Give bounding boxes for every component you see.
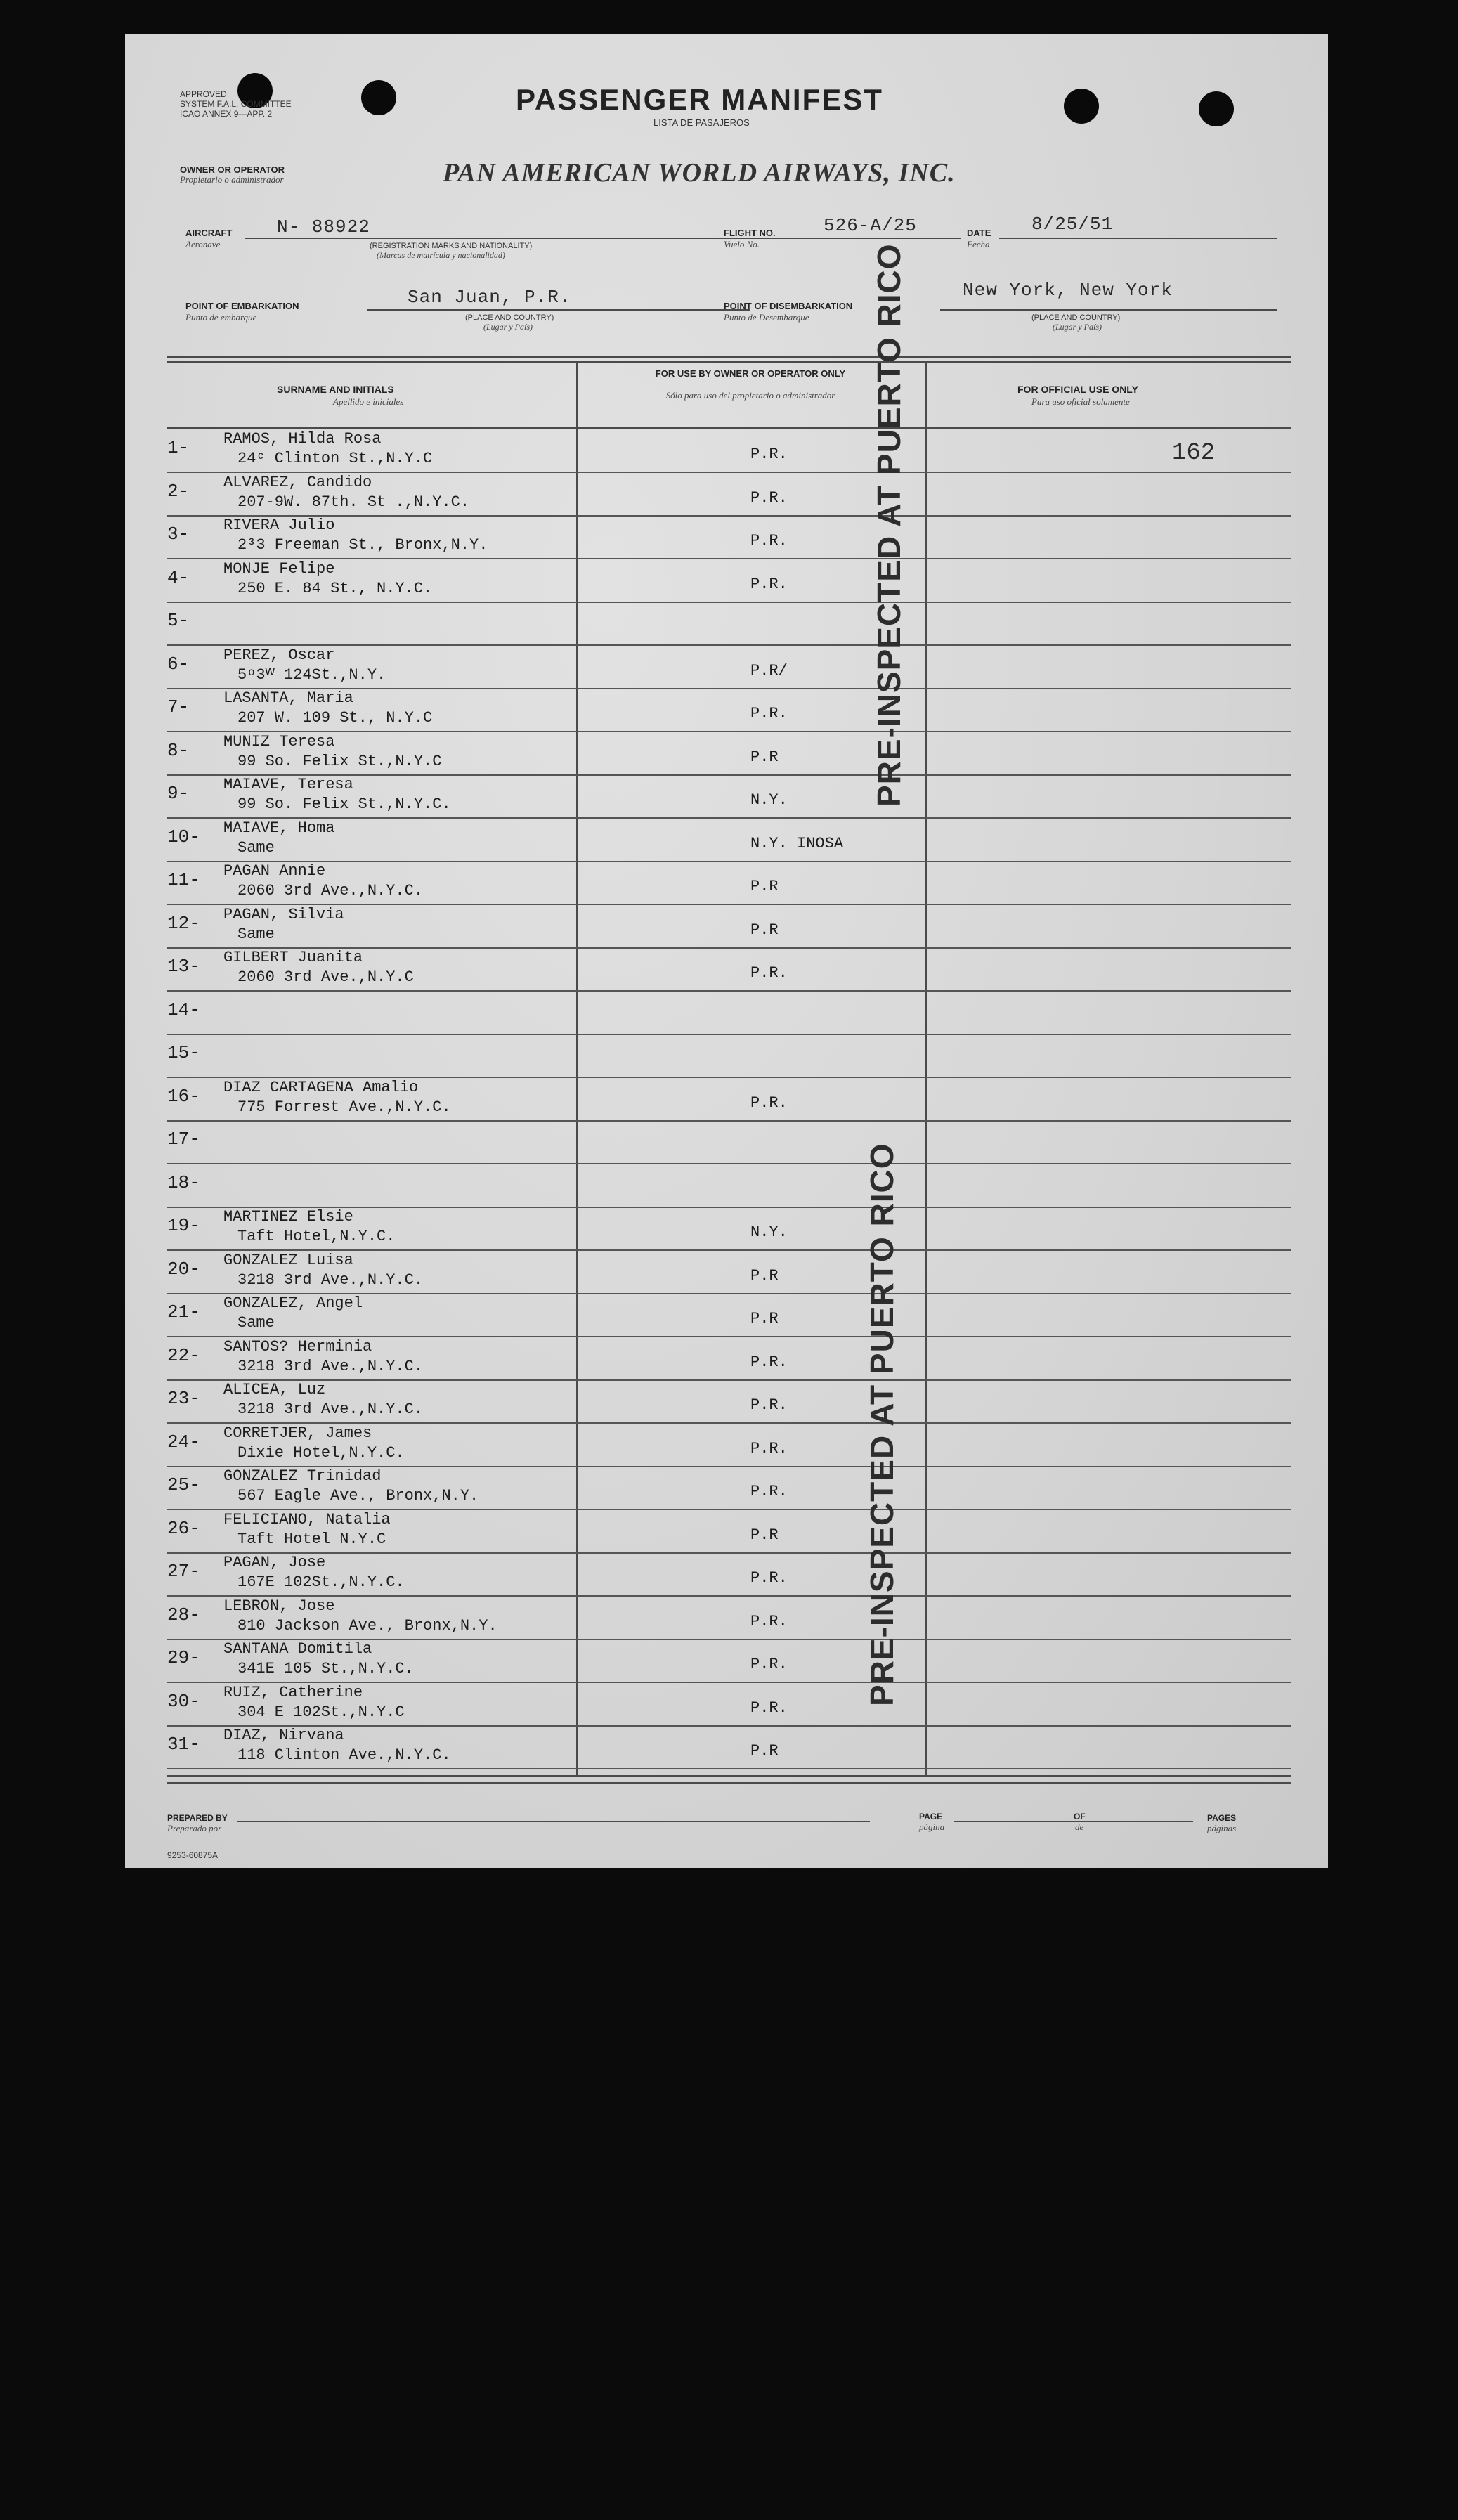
row-number: 27- bbox=[167, 1561, 200, 1582]
table-row bbox=[167, 688, 1291, 732]
row-number: 11- bbox=[167, 869, 200, 890]
passenger-name: PAGAN, Silvia bbox=[223, 905, 344, 923]
owner-use-entry: P.R. bbox=[750, 1699, 788, 1717]
owner-use-entry: P.R. bbox=[750, 1483, 788, 1500]
owner-use-entry: P.R. bbox=[750, 705, 788, 722]
passenger-name: SANTOS? Herminia bbox=[223, 1337, 372, 1356]
date-label: DATE bbox=[967, 228, 991, 238]
passenger-address: 2³3 Freeman St., Bronx,N.Y. bbox=[237, 536, 488, 554]
owner-use-entry: P.R. bbox=[750, 1093, 788, 1112]
passenger-address: 99 So. Felix St.,N.Y.C. bbox=[237, 795, 451, 813]
table-row bbox=[167, 1293, 1291, 1337]
passenger-address: 250 E. 84 St., N.Y.C. bbox=[237, 579, 433, 597]
owner-use-entry: P.R bbox=[750, 1266, 779, 1285]
punch-hole bbox=[1064, 89, 1099, 124]
page-subtitle: LISTA DE PASAJEROS bbox=[653, 117, 750, 128]
passenger-name: GONZALEZ Trinidad bbox=[223, 1467, 382, 1485]
passenger-name: MAIAVE, Homa bbox=[223, 819, 335, 837]
punch-hole bbox=[361, 80, 396, 115]
disembark-label: POINT OF DISEMBARKATION bbox=[724, 301, 853, 311]
table-row bbox=[167, 1077, 1291, 1122]
passenger-address: 304 E 102St.,N.Y.C bbox=[237, 1703, 405, 1721]
table-row bbox=[167, 1423, 1291, 1467]
row-number: 31- bbox=[167, 1734, 200, 1755]
owner-use-entry: P.R. bbox=[750, 1396, 788, 1414]
date-value: 8/25/51 bbox=[1031, 214, 1114, 235]
passenger-address: 2060 3rd Ave.,N.Y.C. bbox=[237, 882, 424, 899]
official-column-header: FOR OFFICIAL USE ONLY bbox=[1017, 384, 1138, 395]
owner-use-entry: P.R. bbox=[750, 1656, 788, 1673]
passenger-name: MUNIZ Teresa bbox=[223, 732, 335, 751]
date-label-es: Fecha bbox=[967, 239, 990, 249]
row-number: 24- bbox=[167, 1431, 200, 1453]
row-number: 17- bbox=[167, 1129, 200, 1150]
owner-column-header: FOR USE BY OWNER OR OPERATOR ONLY bbox=[655, 368, 846, 379]
row-number: 29- bbox=[167, 1647, 200, 1668]
field-underline bbox=[940, 309, 1277, 311]
prepared-label: PREPARED BY bbox=[167, 1813, 228, 1823]
registration-note-es: (Marcas de matrícula y nacionalidad) bbox=[377, 250, 505, 260]
row-number: 18- bbox=[167, 1171, 200, 1193]
approval-line: APPROVED bbox=[180, 89, 227, 99]
field-underline bbox=[237, 1821, 870, 1822]
owner-use-entry: P.R bbox=[750, 1526, 779, 1544]
prepared-label-es: Preparado por bbox=[167, 1823, 222, 1833]
owner-use-entry: N.Y. bbox=[750, 1223, 788, 1241]
field-underline bbox=[793, 238, 961, 239]
row-number: 8- bbox=[167, 739, 190, 761]
passenger-name: SANTANA Domitila bbox=[223, 1640, 372, 1658]
table-row bbox=[167, 1552, 1291, 1597]
passenger-address: Taft Hotel N.Y.C bbox=[237, 1530, 386, 1548]
table-row bbox=[167, 602, 1291, 646]
passenger-address: Same bbox=[237, 925, 275, 943]
table-row bbox=[167, 1034, 1291, 1078]
approval-line: ICAO ANNEX 9—APP. 2 bbox=[180, 109, 273, 119]
owner-use-entry: P.R bbox=[750, 1742, 779, 1760]
passenger-name: FELICIANO, Natalia bbox=[223, 1510, 391, 1528]
table-row bbox=[167, 1509, 1291, 1554]
table-row bbox=[167, 429, 1291, 473]
passenger-name: MAIAVE, Teresa bbox=[223, 776, 353, 793]
passenger-name: RUIZ, Catherine bbox=[223, 1683, 363, 1701]
table-row bbox=[167, 515, 1291, 559]
passenger-address: 3218 3rd Ave.,N.Y.C. bbox=[237, 1357, 424, 1375]
row-number: 25- bbox=[167, 1474, 200, 1495]
place-note-es: (Lugar y País) bbox=[1053, 322, 1102, 332]
passenger-address: 341E 105 St.,N.Y.C. bbox=[237, 1660, 414, 1677]
aircraft-label-es: Aeronave bbox=[185, 239, 221, 249]
pages-label-es: páginas bbox=[1207, 1823, 1237, 1833]
row-number: 7- bbox=[167, 696, 190, 717]
table-row bbox=[167, 1466, 1291, 1510]
table-bottom-rule bbox=[167, 1775, 1291, 1777]
table-row bbox=[167, 1164, 1291, 1208]
passenger-name: LEBRON, Jose bbox=[223, 1597, 335, 1615]
passenger-address: 207 W. 109 St., N.Y.C bbox=[237, 709, 433, 727]
passenger-address: 775 Forrest Ave.,N.Y.C. bbox=[237, 1098, 451, 1116]
passenger-address: 118 Clinton Ave.,N.Y.C. bbox=[237, 1746, 451, 1764]
owner-use-entry: P.R. bbox=[750, 488, 788, 507]
passenger-address: 99 So. Felix St.,N.Y.C bbox=[237, 752, 442, 770]
table-row bbox=[167, 774, 1291, 819]
airline-name: PAN AMERICAN WORLD AIRWAYS, INC. bbox=[443, 158, 956, 188]
row-number: 10- bbox=[167, 826, 200, 847]
passenger-name: CORRETJER, James bbox=[223, 1424, 372, 1442]
passenger-address: 207-9W. 87th. St .,N.Y.C. bbox=[237, 493, 470, 511]
row-number: 21- bbox=[167, 1301, 200, 1323]
table-row bbox=[167, 1207, 1291, 1251]
place-note-es: (Lugar y País) bbox=[483, 322, 533, 332]
owner-use-entry: P.R. bbox=[750, 964, 788, 982]
field-underline bbox=[367, 309, 750, 311]
place-note: (PLACE AND COUNTRY) bbox=[1031, 313, 1121, 322]
passenger-address: 810 Jackson Ave., Bronx,N.Y. bbox=[237, 1616, 497, 1635]
owner-use-entry: P.R bbox=[750, 921, 779, 939]
passenger-name: MARTINEZ Elsie bbox=[223, 1208, 353, 1226]
approval-line: SYSTEM F.A.L. COMMITTEE bbox=[180, 99, 292, 109]
table-row bbox=[167, 1250, 1291, 1294]
passenger-address: Same bbox=[237, 838, 275, 857]
owner-use-entry: P.R/ bbox=[750, 661, 788, 680]
row-number: 22- bbox=[167, 1344, 200, 1366]
passenger-address: Dixie Hotel,N.Y.C. bbox=[237, 1443, 405, 1462]
row-number: 23- bbox=[167, 1388, 200, 1409]
row-number: 6- bbox=[167, 653, 190, 675]
passenger-name: PAGAN, Jose bbox=[223, 1554, 326, 1571]
row-number: 28- bbox=[167, 1604, 200, 1625]
row-number: 13- bbox=[167, 956, 200, 977]
owner-use-entry: P.R. bbox=[750, 1569, 788, 1587]
official-column-header-es: Para uso oficial solamente bbox=[1031, 396, 1130, 407]
owner-label-es: Propietario o administrador bbox=[180, 174, 284, 185]
row-number: 19- bbox=[167, 1215, 200, 1236]
embark-label-es: Punto de embarque bbox=[185, 312, 257, 323]
field-underline bbox=[999, 238, 1277, 239]
table-row bbox=[167, 904, 1291, 949]
field-underline bbox=[1095, 1821, 1193, 1822]
passenger-name: PEREZ, Oscar bbox=[223, 646, 335, 664]
aircraft-label: AIRCRAFT bbox=[185, 228, 233, 238]
owner-use-entry: N.Y. bbox=[750, 791, 788, 809]
row-number: 3- bbox=[167, 524, 190, 545]
row-number: 14- bbox=[167, 999, 200, 1020]
embark-label: POINT OF EMBARKATION bbox=[185, 301, 299, 311]
preinspection-stamp: PRE-INSPECTED AT PUERTO RICO bbox=[871, 243, 907, 807]
aircraft-value: N- 88922 bbox=[277, 216, 370, 238]
form-number: 9253-60875A bbox=[167, 1850, 219, 1860]
table-top-rule bbox=[167, 356, 1291, 358]
passenger-name: DIAZ CARTAGENA Amalio bbox=[223, 1078, 419, 1096]
passenger-address: 567 Eagle Ave., Bronx,N.Y. bbox=[237, 1487, 479, 1505]
passenger-name: DIAZ, Nirvana bbox=[223, 1727, 344, 1744]
row-number: 9- bbox=[167, 783, 190, 804]
preinspection-stamp: PRE-INSPECTED AT PUERTO RICO bbox=[864, 1143, 900, 1706]
registration-note: (REGISTRATION MARKS AND NATIONALITY) bbox=[370, 242, 533, 250]
owner-label: OWNER OR OPERATOR bbox=[180, 164, 285, 175]
place-note: (PLACE AND COUNTRY) bbox=[465, 313, 554, 322]
owner-column-header-es: Sólo para uso del propietario o administrador bbox=[665, 390, 835, 401]
owner-use-entry: P.R. bbox=[750, 1439, 788, 1457]
pages-label: PAGES bbox=[1207, 1813, 1237, 1823]
page-label-es: página bbox=[919, 1821, 945, 1832]
row-number: 12- bbox=[167, 912, 200, 934]
row-number: 15- bbox=[167, 1042, 200, 1063]
passenger-name: RAMOS, Hilda Rosa bbox=[223, 430, 382, 448]
flight-value: 526-A/25 bbox=[824, 215, 917, 236]
owner-use-entry: P.R. bbox=[750, 446, 788, 463]
owner-use-entry: P.R. bbox=[750, 575, 788, 593]
passenger-address: 5ᵒ3ᵂ 124St.,N.Y. bbox=[237, 665, 386, 684]
passenger-address: 3218 3rd Ave.,N.Y.C. bbox=[237, 1271, 424, 1289]
passenger-address: 3218 3rd Ave.,N.Y.C. bbox=[237, 1401, 424, 1418]
page-title: PASSENGER MANIFEST bbox=[516, 83, 883, 116]
table-row bbox=[167, 732, 1291, 776]
flight-label: FLIGHT NO. bbox=[724, 228, 776, 238]
row-number: 30- bbox=[167, 1690, 200, 1712]
manifest-page bbox=[125, 34, 1328, 1868]
owner-use-entry: P.R. bbox=[750, 1353, 788, 1371]
passenger-address: 24ᶜ Clinton St.,N.Y.C bbox=[237, 450, 433, 467]
row-number: 2- bbox=[167, 480, 190, 502]
row-number: 20- bbox=[167, 1258, 200, 1280]
row-number: 4- bbox=[167, 566, 190, 588]
table-row bbox=[167, 472, 1291, 517]
table-row bbox=[167, 1639, 1291, 1683]
of-label: OF bbox=[1074, 1812, 1086, 1821]
passenger-name: GILBERT Juanita bbox=[223, 949, 363, 966]
flight-label-es: Vuelo No. bbox=[724, 239, 760, 249]
passenger-address: 167E 102St.,N.Y.C. bbox=[237, 1573, 405, 1591]
passenger-name: MONJE Felipe bbox=[223, 559, 335, 578]
name-column-header-es: Apellido e iniciales bbox=[333, 396, 404, 407]
table-row bbox=[167, 947, 1291, 992]
table-row bbox=[167, 1120, 1291, 1164]
row-number: 5- bbox=[167, 610, 190, 631]
disembark-value: New York, New York bbox=[963, 280, 1173, 301]
table-row bbox=[167, 645, 1291, 689]
owner-use-entry: N.Y. INOSA bbox=[750, 834, 844, 852]
table-row bbox=[167, 559, 1291, 603]
owner-use-entry: P.R bbox=[750, 1310, 779, 1327]
page-label: PAGE bbox=[919, 1812, 943, 1821]
table-row bbox=[167, 1682, 1291, 1727]
table-row bbox=[167, 818, 1291, 862]
table-row bbox=[167, 1337, 1291, 1381]
passenger-name: LASANTA, Maria bbox=[223, 689, 353, 707]
table-row bbox=[167, 991, 1291, 1035]
owner-use-entry: P.R bbox=[750, 878, 779, 895]
passenger-name: GONZALEZ Luisa bbox=[223, 1251, 353, 1269]
embark-value: San Juan, P.R. bbox=[408, 287, 571, 308]
passenger-address: Taft Hotel,N.Y.C. bbox=[237, 1228, 396, 1245]
row-number: 1- bbox=[167, 437, 190, 458]
passenger-name: ALICEA, Luz bbox=[223, 1381, 326, 1398]
row-number: 16- bbox=[167, 1085, 200, 1107]
of-label-es: de bbox=[1075, 1821, 1084, 1832]
disembark-label-es: Punto de Desembarque bbox=[724, 312, 809, 323]
passenger-name: ALVAREZ, Candido bbox=[223, 473, 372, 491]
passenger-name: GONZALEZ, Angel bbox=[223, 1294, 363, 1312]
owner-use-entry: P.R. bbox=[750, 532, 788, 550]
official-count: 162 bbox=[1172, 440, 1216, 467]
owner-use-entry: P.R bbox=[750, 748, 779, 766]
passenger-address: Same bbox=[237, 1314, 275, 1332]
table-bottom-rule bbox=[167, 1782, 1291, 1784]
owner-use-entry: P.R. bbox=[750, 1612, 788, 1630]
name-column-header: SURNAME AND INITIALS bbox=[277, 384, 394, 395]
passenger-name: PAGAN Annie bbox=[223, 862, 326, 880]
passenger-address: 2060 3rd Ave.,N.Y.C bbox=[237, 968, 414, 986]
row-number: 26- bbox=[167, 1517, 200, 1539]
table-row bbox=[167, 861, 1291, 905]
table-row bbox=[167, 1379, 1291, 1424]
table-row bbox=[167, 1596, 1291, 1640]
passenger-name: RIVERA Julio bbox=[223, 517, 335, 534]
table-top-rule bbox=[167, 361, 1291, 363]
table-row bbox=[167, 1725, 1291, 1769]
punch-hole bbox=[1199, 91, 1234, 126]
